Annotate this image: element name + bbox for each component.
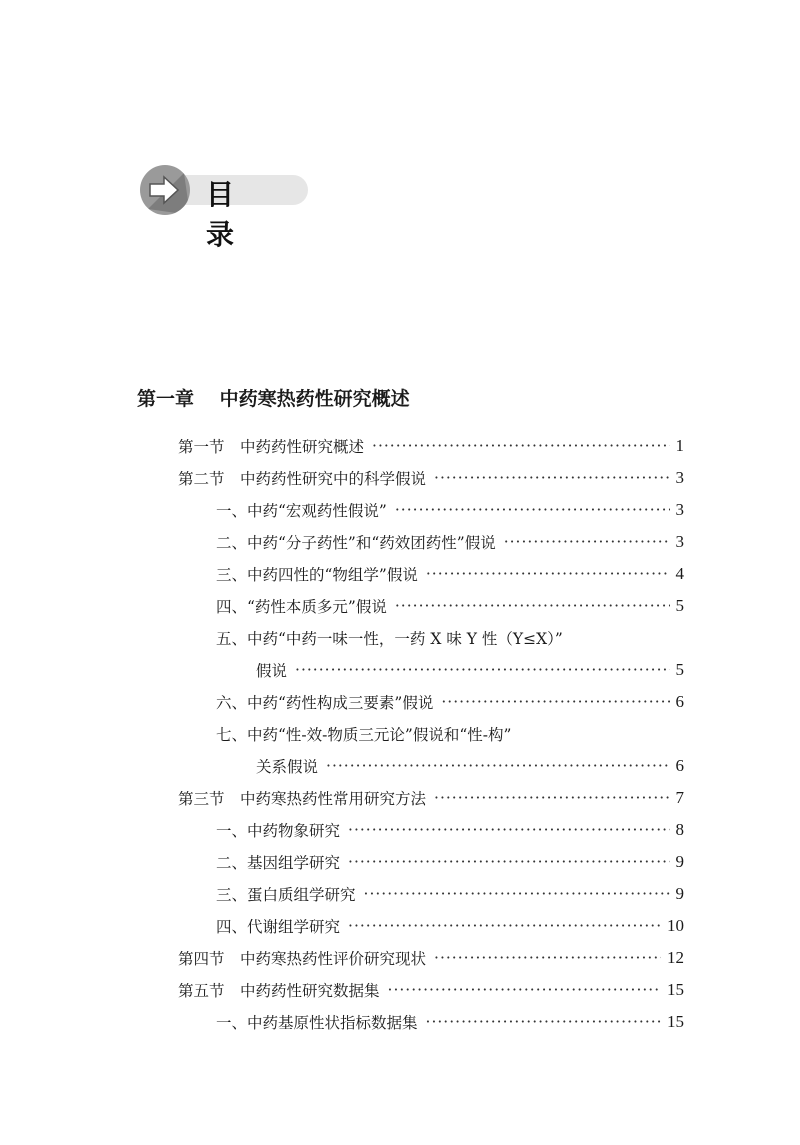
toc-entry[interactable] [178,974,684,1006]
toc-page-number: 15 [667,980,684,999]
toc-entry[interactable] [256,654,684,686]
toc-page-number: 9 [675,884,684,903]
dot-leader [434,789,669,807]
dot-leader [348,917,661,935]
dot-leader [426,1013,661,1031]
toc-entry-label: 六、中药“药性构成三要素”假说 [216,694,434,712]
toc-entry-label: 第四节 中药寒热药性评价研究现状 [178,950,427,968]
toc-entry-label: 七、中药“性-效-物质三元论”假说和“性-构” [216,726,512,744]
toc-entry[interactable] [216,846,684,878]
toc-entry[interactable] [216,526,684,558]
dot-leader [364,885,670,903]
toc-entry-label: 关系假说 [256,758,319,776]
toc-page-number: 10 [667,916,684,935]
toc-entry[interactable] [216,590,684,622]
toc-entry[interactable] [216,814,684,846]
toc-page-number: 6 [675,756,684,775]
toc-page-number: 12 [667,948,684,967]
toc-entry-label: 二、中药“分子药性”和“药效团药性”假说 [216,534,496,552]
toc-page-number: 9 [675,852,684,871]
dot-leader [348,821,669,839]
toc-entry[interactable] [216,718,511,750]
dot-leader [295,661,669,679]
dot-leader [434,469,669,487]
toc-entry[interactable] [178,462,684,494]
toc-entry[interactable] [178,430,684,462]
toc-page-number: 6 [675,692,684,711]
toc-entry[interactable] [178,942,684,974]
chapter-heading [137,384,410,411]
toc-entry-label: 第一节 中药药性研究概述 [178,438,365,456]
dot-leader [348,853,669,871]
toc-entry-label: 假说 [256,662,288,680]
dot-leader [426,565,670,583]
toc-page-number: 7 [675,788,684,807]
toc-entry[interactable] [178,782,684,814]
chapter-title: 中药寒热药性研究概述 [219,388,410,410]
toc-entry[interactable] [256,750,684,782]
dot-leader [395,597,670,615]
toc-page-number: 3 [675,500,684,519]
dot-leader [372,437,669,455]
toc-page-number: 4 [675,564,684,583]
toc-page-number: 5 [675,596,684,615]
toc-entry-label: 一、中药基原性状指标数据集 [216,1014,418,1032]
toc-page-number: 5 [675,660,684,679]
toc-header [140,165,331,251]
toc-entry-label: 四、“药性本质多元”假说 [216,598,387,616]
toc-entry-label: 第三节 中药寒热药性常用研究方法 [178,790,427,808]
toc-page-number: 1 [675,436,684,455]
toc-entry[interactable] [216,910,684,942]
dot-leader [395,501,670,519]
toc-entry-label: 第二节 中药药性研究中的科学假说 [178,470,427,488]
page-title: 目 录 [206,178,331,251]
arrow-right-circle-icon [140,165,190,215]
toc-entry-label: 三、中药四性的“物组学”假说 [216,566,418,584]
toc-entry-label: 五、中药“中药一味一性，一药 X 味 Y 性（Y≤X）” [216,630,563,648]
toc-entry[interactable] [216,494,684,526]
dot-leader [388,981,661,999]
dot-leader [326,757,669,775]
toc-entry[interactable] [216,1006,684,1038]
toc-entry-label: 一、中药物象研究 [216,822,341,840]
toc-entry-label: 第五节 中药药性研究数据集 [178,982,380,1000]
toc-entry[interactable] [216,878,684,910]
chapter-label: 第一章 [137,388,195,410]
toc-page-number: 3 [675,468,684,487]
toc-page-number: 8 [675,820,684,839]
toc-entry-label: 四、代谢组学研究 [216,918,341,936]
toc-entry-label: 三、蛋白质组学研究 [216,886,356,904]
dot-leader [441,693,669,711]
dot-leader [434,949,661,967]
toc-page-number: 15 [667,1012,684,1031]
toc-entry-label: 一、中药“宏观药性假说” [216,502,387,520]
dot-leader [504,533,670,551]
toc-entry-label: 二、基因组学研究 [216,854,341,872]
toc-entry[interactable] [216,558,684,590]
toc-entry[interactable] [216,622,563,654]
toc-entry[interactable] [216,686,684,718]
toc-page-number: 3 [675,532,684,551]
